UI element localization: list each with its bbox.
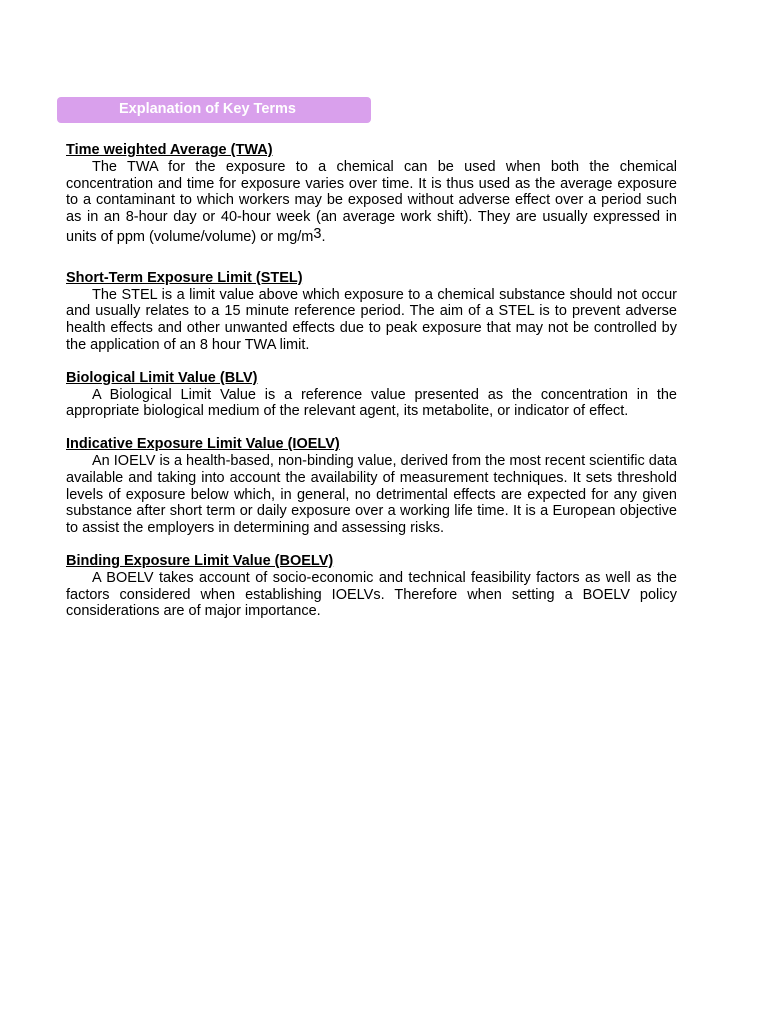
key-terms-banner — [57, 97, 371, 123]
key-terms-content — [66, 142, 677, 620]
section-heading: Biological Limit Value (BLV) — [66, 369, 258, 386]
section-ioelv — [66, 436, 677, 537]
section-body: The STEL is a limit value above which exposure to a chemical substance should not occur and usually relates to a 15 minute reference period. The aim of a STEL is to prevent adverse health effects and other unwanted effects due to peak exposure that may not be controlled by the application of an 8 hour TWA limit. — [66, 286, 677, 353]
section-heading: Time weighted Average (TWA) — [66, 142, 273, 158]
section-twa — [66, 142, 677, 246]
body-end: . — [321, 228, 326, 245]
section-heading: Indicative Exposure Limit Value (IOELV) — [66, 436, 340, 453]
section-body: A Biological Limit Value is a reference value presented as the concentration in the appropriate biological medium of the relevant agent, its metabolite, or indicator of effect. — [66, 386, 677, 420]
section-body-text: The TWA for the exposure to a chemical can be used when both the chemical concentration and time for exposure varies over time. It is thus used as the average exposure to a contaminant to which workers may be exposed without adverse effect over a period such as in an 8-hour day or 40-hour week (an average work shift). They are usually expressed in units of ppm (volume/volume) or mg/m — [66, 158, 677, 245]
section-blv — [66, 370, 677, 420]
section-heading: Short-Term Exposure Limit (STEL) — [66, 269, 303, 286]
section-body — [66, 159, 677, 246]
section-boelv — [66, 553, 677, 620]
section-heading: Binding Exposure Limit Value (BOELV) — [66, 552, 334, 569]
section-body: An IOELV is a health-based, non-binding value, derived from the most recent scientific data available and taking into account the availability of measurement techniques. It sets threshold levels of exposure below which, in general, no detrimental effects are expected for any given substance after short term or daily exposure over a working life time. It is a European objective to assist the employers in determining and assessing risks. — [66, 452, 677, 537]
section-stel — [66, 270, 677, 354]
banner-title: Explanation of Key Terms — [119, 101, 296, 117]
unit-superscript: 3 — [313, 225, 322, 242]
section-body: A BOELV takes account of socio-economic and technical feasibility factors as well as the factors considered when establishing IOELVs. Therefore when setting a BOELV policy considerations are of major importance. — [66, 569, 677, 620]
